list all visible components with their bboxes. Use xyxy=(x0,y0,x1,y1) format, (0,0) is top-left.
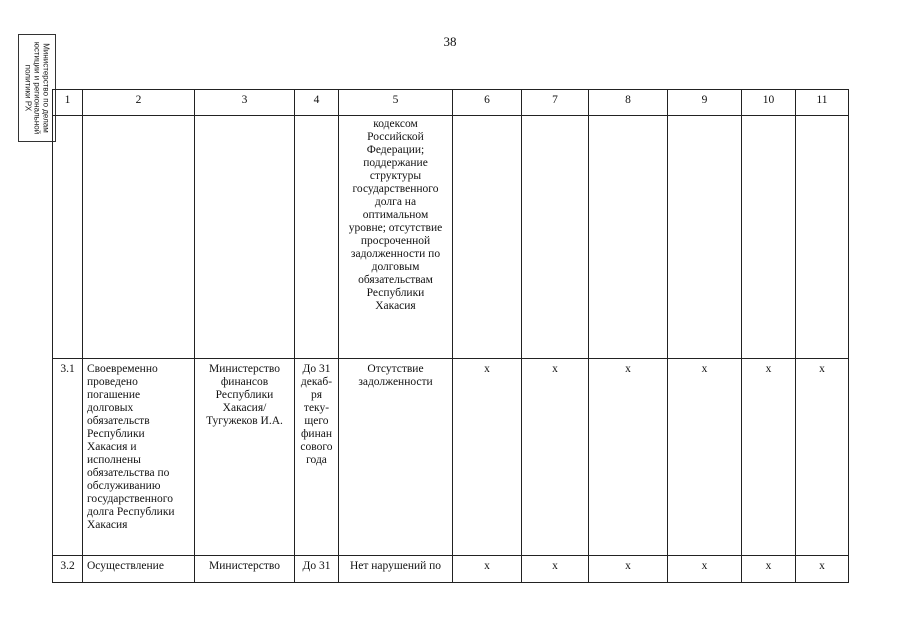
registration-stamp xyxy=(18,34,56,142)
header-cell-11: 11 xyxy=(796,90,849,116)
row-cell-11: x xyxy=(796,359,849,556)
continuation-row xyxy=(53,116,849,359)
cell-empty xyxy=(589,116,668,359)
row-cell-11: x xyxy=(796,556,849,583)
continuation-result-cell: кодексом Российской Федерации; поддержание структуры государственного долга на оптимальном уровне; отсутствие просроченной задолженности по долговым обязательствам Республики Хакасия xyxy=(339,116,453,359)
header-cell-5: 5 xyxy=(339,90,453,116)
header-cell-6: 6 xyxy=(453,90,522,116)
header-row xyxy=(53,90,849,116)
cell-empty xyxy=(453,116,522,359)
row-cell-8: x xyxy=(589,556,668,583)
cell-empty xyxy=(668,116,742,359)
cell-empty xyxy=(522,116,589,359)
row-number: 3.1 xyxy=(53,359,83,556)
row-responsible: Министерство xyxy=(195,556,295,583)
header-cell-3: 3 xyxy=(195,90,295,116)
row-deadline: До 31 декаб- ря теку- щего финан сового года xyxy=(295,359,339,556)
header-cell-8: 8 xyxy=(589,90,668,116)
row-cell-6: x xyxy=(453,359,522,556)
cell-empty xyxy=(53,116,83,359)
cell-empty xyxy=(295,116,339,359)
header-cell-2: 2 xyxy=(83,90,195,116)
page-number: 38 xyxy=(443,34,457,49)
row-name: Осуществление xyxy=(83,556,195,583)
header-cell-7: 7 xyxy=(522,90,589,116)
row-result: Нет нарушений по xyxy=(339,556,453,583)
row-cell-9: x xyxy=(668,556,742,583)
cell-empty xyxy=(195,116,295,359)
row-name: Своевременно проведено погашение долговых обязательств Республики Хакасия и исполнены обязательства по обслуживанию государственного долга Республики Хакасия xyxy=(83,359,195,556)
table-row xyxy=(53,359,849,556)
stamp-text: Министерство по делам юстиции и региональной политики РХ xyxy=(23,41,51,135)
cell-empty xyxy=(796,116,849,359)
header-cell-9: 9 xyxy=(668,90,742,116)
row-result: Отсутствие задолженности xyxy=(339,359,453,556)
row-cell-9: x xyxy=(668,359,742,556)
header-cell-4: 4 xyxy=(295,90,339,116)
cell-empty xyxy=(742,116,796,359)
row-cell-6: x xyxy=(453,556,522,583)
cell-empty xyxy=(83,116,195,359)
header-cell-1: 1 xyxy=(53,90,83,116)
row-cell-10: x xyxy=(742,359,796,556)
plan-table xyxy=(52,89,849,583)
table-row xyxy=(53,556,849,583)
row-number: 3.2 xyxy=(53,556,83,583)
row-cell-10: x xyxy=(742,556,796,583)
row-responsible: Министерство финансов Республики Хакасия/ Тугужеков И.А. xyxy=(195,359,295,556)
row-deadline: До 31 xyxy=(295,556,339,583)
row-cell-7: x xyxy=(522,556,589,583)
row-cell-8: x xyxy=(589,359,668,556)
header-cell-10: 10 xyxy=(742,90,796,116)
row-cell-7: x xyxy=(522,359,589,556)
